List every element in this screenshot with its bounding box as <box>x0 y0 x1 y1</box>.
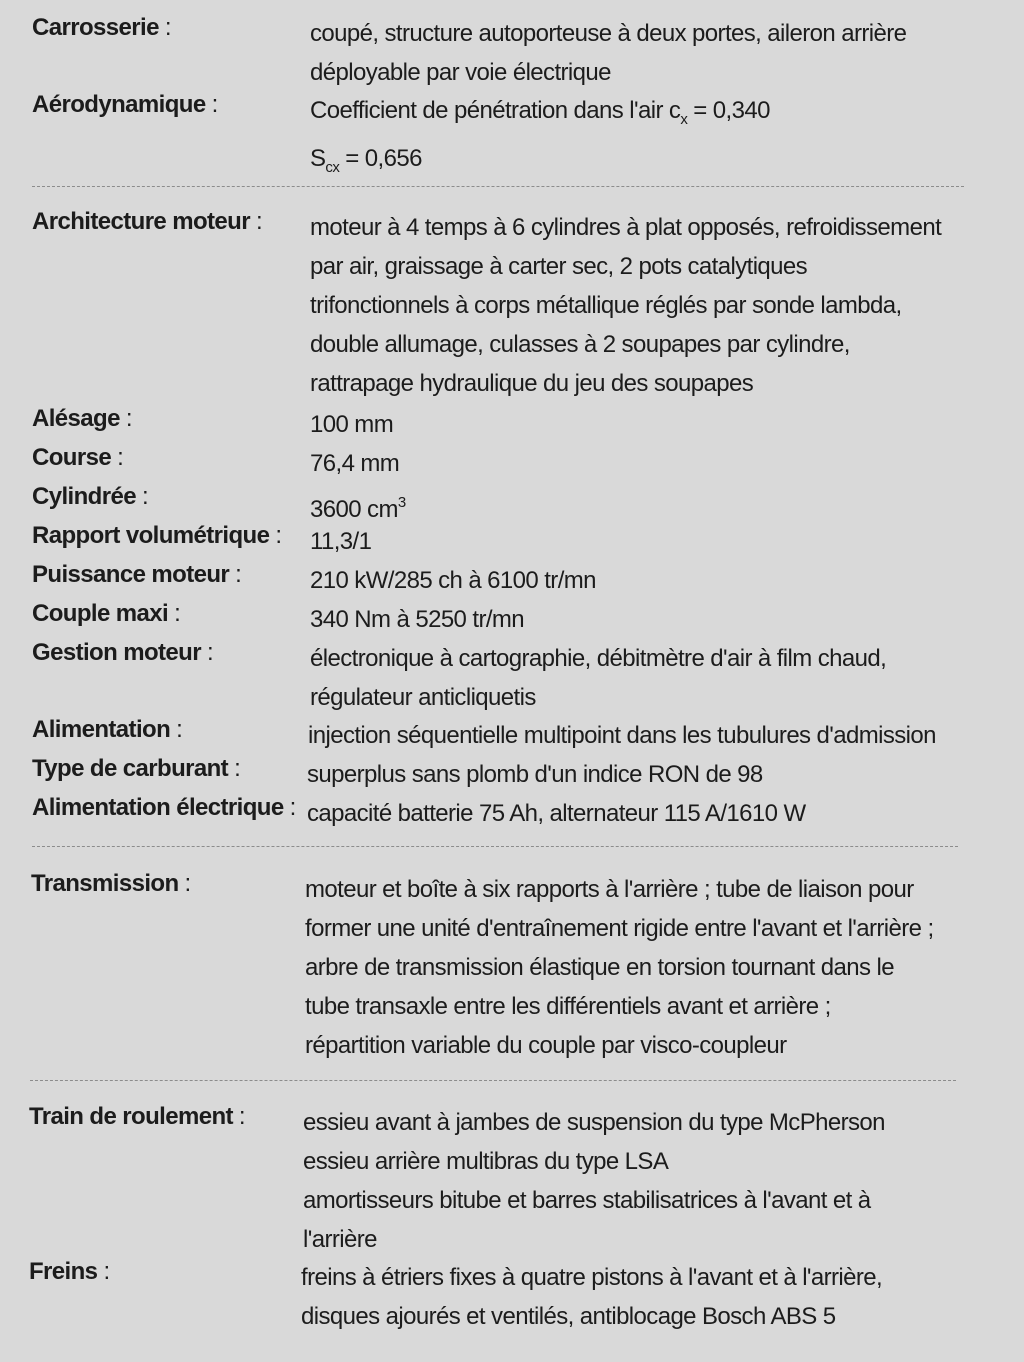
spec-label: Type de carburant : <box>32 755 241 782</box>
spec-value: 100 mm <box>310 411 394 438</box>
spec-value: électronique à cartographie, débitmètre d'air à film chaud, régulateur anticliquetis <box>310 645 887 711</box>
section-divider <box>32 846 958 847</box>
spec-label: Puissance moteur : <box>32 561 242 588</box>
spec-value: 210 kW/285 ch à 6100 tr/mn <box>310 567 596 594</box>
spec-label: Gestion moteur : <box>32 639 214 666</box>
spec-label: Freins : <box>29 1258 110 1285</box>
spec-value: capacité batterie 75 Ah, alternateur 115 A/1610 W <box>307 800 806 827</box>
spec-label: Rapport volumétrique : <box>32 522 282 549</box>
spec-label: Train de roulement : <box>29 1103 245 1130</box>
spec-value: 340 Nm à 5250 tr/mn <box>310 606 525 633</box>
spec-value: Coefficient de pénétration dans l'air $c_x = 0,340$ $S_{cx} = 0,656$ <box>310 97 770 176</box>
spec-value: coupé, structure autoporteuse à deux portes, aileron arrière déployable par voie électrique <box>310 20 907 86</box>
spec-label: Course : <box>32 444 124 471</box>
spec-value: moteur à 4 temps à 6 cylindres à plat opposés, refroidissement par air, graissage à carter sec, 2 pots catalytiques trifonctionnels à corps métallique réglés par sonde lambda, double allumage, culasses à 2 soupapes par cylindre, rattrapage hydraulique du jeu des soupapes <box>310 214 942 397</box>
spec-label: Cylindrée : <box>32 483 149 510</box>
section-divider <box>32 186 964 187</box>
spec-value: essieu avant à jambes de suspension du type McPherson essieu arrière multibras du type LSA amortisseurs bitube et barres stabilisatrices à l'avant et à l'arrière <box>303 1109 885 1253</box>
spec-value: 76,4 mm <box>310 450 400 477</box>
spec-label: Alimentation : <box>32 716 183 743</box>
spec-label: Carrosserie : <box>32 14 171 41</box>
spec-value: 3600 $cm^3$ <box>310 494 406 523</box>
spec-value: injection séquentielle multipoint dans les tubulures d'admission <box>308 722 936 749</box>
spec-label: Alimentation électrique : <box>32 794 296 821</box>
spec-label: Alésage : <box>32 405 132 432</box>
spec-value: freins à étriers fixes à quatre pistons à l'avant et à l'arrière, disques ajourés et ventilés, antiblocage Bosch ABS 5 <box>301 1264 883 1330</box>
spec-value: superplus sans plomb d'un indice RON de 98 <box>307 761 763 788</box>
spec-label: Transmission : <box>31 870 191 897</box>
spec-value: moteur et boîte à six rapports à l'arrière ; tube de liaison pour former une unité d'entraînement rigide entre l'avant et l'arrière ; arbre de transmission élastique en torsion tournant dans le tube transaxle entre les différentiels avant et arrière ; répartition variable du couple par visco-coupleur <box>305 876 934 1059</box>
spec-label: Aérodynamique : <box>32 91 218 118</box>
spec-label: Architecture moteur : <box>32 208 263 235</box>
section-divider <box>30 1080 956 1081</box>
spec-value: 11,3/1 <box>310 528 372 555</box>
spec-label: Couple maxi : <box>32 600 181 627</box>
